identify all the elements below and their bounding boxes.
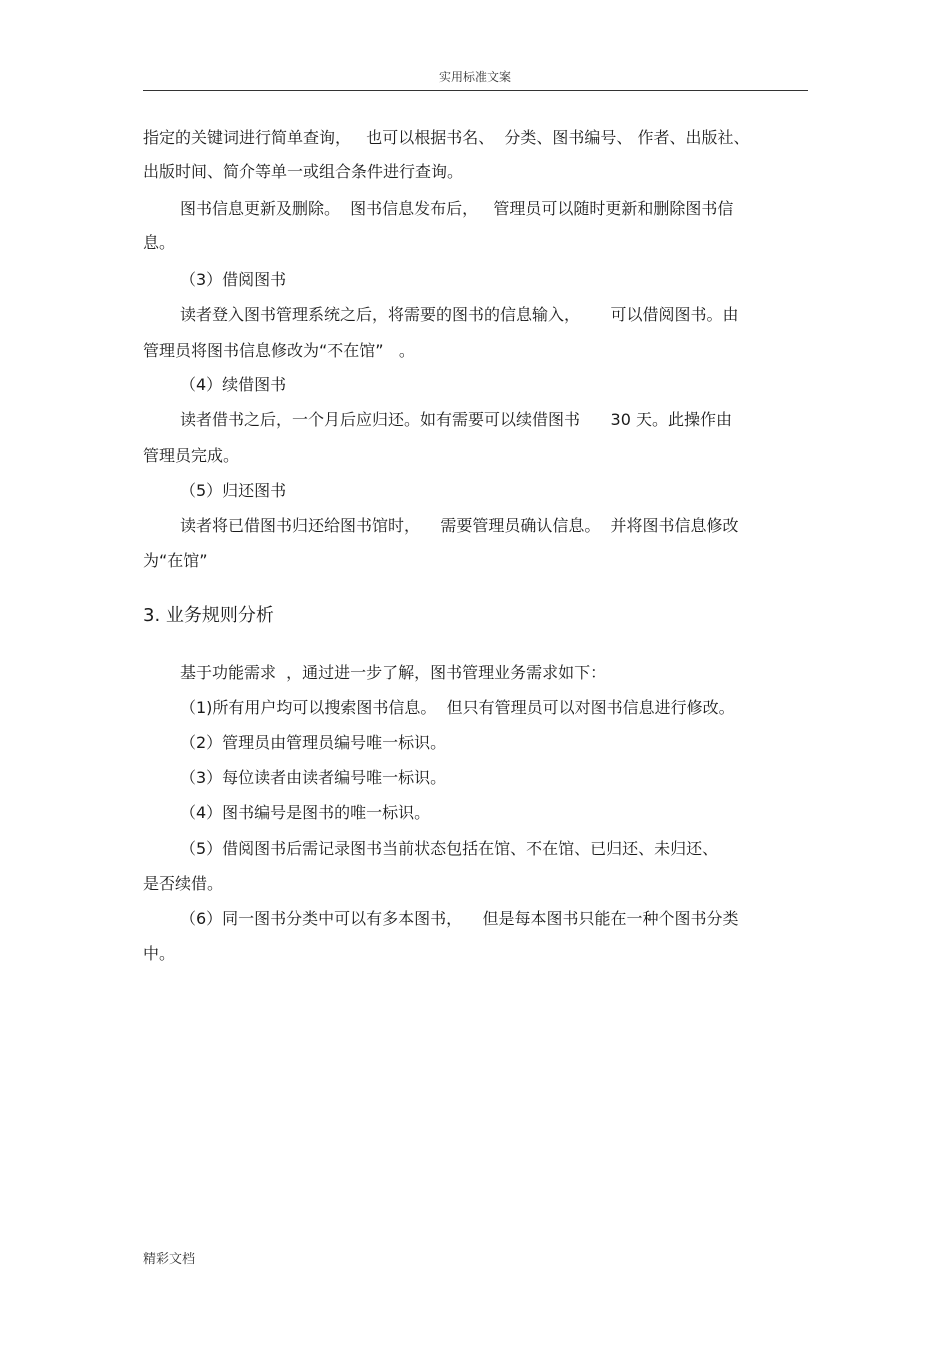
rule-item: 中。 xyxy=(143,944,176,963)
paragraph-line: 读者借书之后，一个月后应归还。如有需要可以续借图书 30 天。此操作由 xyxy=(180,410,732,429)
paragraph-line: 管理员将图书信息修改为“不在馆” 。 xyxy=(143,341,415,360)
rule-item: （5）借阅图书后需记录图书当前状态包括在馆、不在馆、已归还、未归还、 xyxy=(180,839,719,858)
subsection-title: （5）归还图书 xyxy=(180,481,287,500)
page-header: 实用标准文案 xyxy=(438,70,511,84)
subsection-title: （4）续借图书 xyxy=(180,375,287,394)
paragraph-line: 为“在馆” xyxy=(143,551,208,570)
rule-item: （1)所有用户均可以搜索图书信息。 但只有管理员可以对图书信息进行修改。 xyxy=(180,698,735,717)
paragraph-line: 图书信息更新及删除。 图书信息发布后， 管理员可以随时更新和删除图书信 xyxy=(180,199,734,218)
paragraph-line: 出版时间、简介等单一或组合条件进行查询。 xyxy=(143,162,464,181)
rule-item: （3）每位读者由读者编号唯一标识。 xyxy=(180,768,447,787)
subsection-title: （3）借阅图书 xyxy=(180,270,287,289)
paragraph-line: 基于功能需求 ，通过进一步了解，图书管理业务需求如下： xyxy=(180,663,607,682)
page-footer: 精彩文档 xyxy=(143,1252,196,1267)
rule-item: （4）图书编号是图书的唯一标识。 xyxy=(180,803,431,822)
paragraph-line: 息。 xyxy=(143,233,176,252)
paragraph-line: 读者登入图书管理系统之后，将需要的图书的信息输入， 可以借阅图书。由 xyxy=(180,305,739,324)
header-divider xyxy=(143,90,808,91)
paragraph-line: 读者将已借图书归还给图书馆时， 需要管理员确认信息。 并将图书信息修改 xyxy=(180,516,739,535)
paragraph-line: 管理员完成。 xyxy=(143,446,240,465)
rule-item: 是否续借。 xyxy=(143,874,224,893)
rule-item: （6）同一图书分类中可以有多本图书， 但是每本图书只能在一种个图书分类 xyxy=(180,909,739,928)
section-heading: 3. 业务规则分析 xyxy=(143,605,274,626)
paragraph-line: 指定的关键词进行简单查询， 也可以根据书名、 分类、图书编号、 作者、出版社、 xyxy=(143,128,750,147)
rule-item: （2）管理员由管理员编号唯一标识。 xyxy=(180,733,447,752)
